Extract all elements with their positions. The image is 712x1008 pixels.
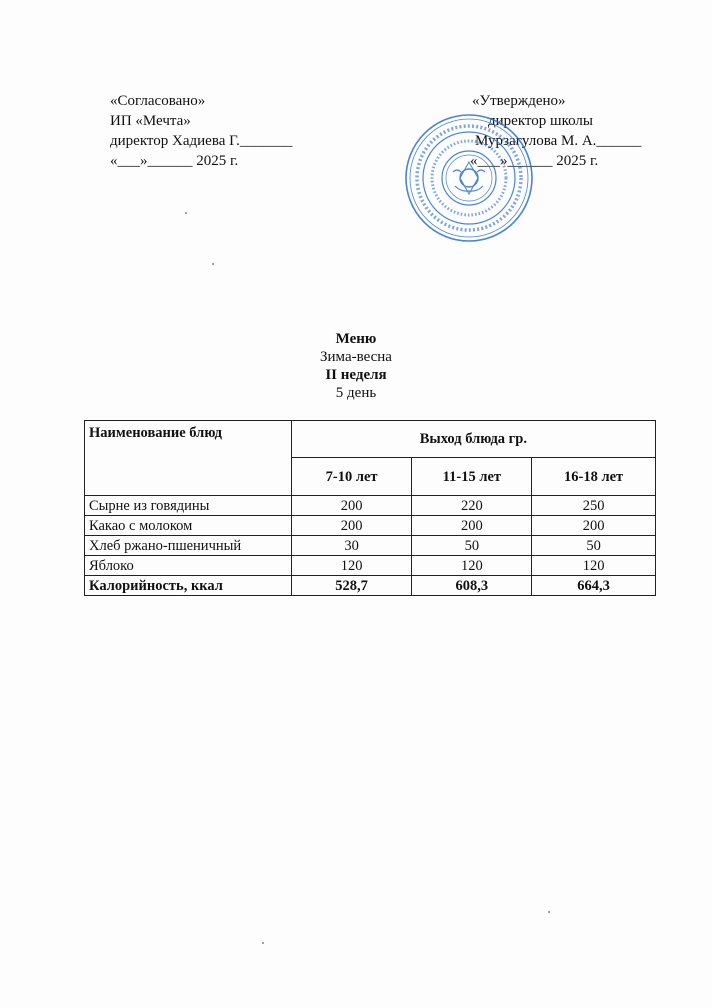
menu-table [84, 420, 656, 596]
portion-7-10: 120 [291, 556, 412, 576]
agreed-director: директор Хадиева Г._______ [110, 133, 293, 149]
menu-season: Зима-весна [320, 349, 392, 365]
table-row [85, 496, 656, 516]
portion-7-10: 200 [291, 496, 412, 516]
total-7-10: 528,7 [291, 576, 412, 596]
menu-week: II неделя [325, 367, 387, 383]
school-seal-stamp [403, 112, 535, 244]
portion-16-18: 50 [532, 536, 656, 556]
agreed-organization: ИП «Мечта» [110, 113, 191, 129]
dish-name: Яблоко [85, 556, 292, 576]
dish-name: Хлеб ржано-пшеничный [85, 536, 292, 556]
scan-speck [212, 263, 214, 265]
menu-title: Меню [335, 331, 377, 347]
header-age-11-15: 11-15 лет [412, 458, 532, 496]
dish-name: Сырне из говядины [85, 496, 292, 516]
total-11-15: 608,3 [412, 576, 532, 596]
portion-11-15: 200 [412, 516, 532, 536]
approved-heading: «Утверждено» [472, 93, 566, 109]
approval-agreed-block [110, 91, 292, 171]
portion-7-10: 30 [291, 536, 412, 556]
scan-speck [185, 212, 187, 214]
total-label: Калорийность, ккал [85, 576, 292, 596]
header-age-16-18: 16-18 лет [532, 458, 656, 496]
portion-16-18: 200 [532, 516, 656, 536]
header-dish-name: Наименование блюд [85, 421, 292, 496]
agreed-heading: «Согласовано» [110, 93, 206, 109]
portion-11-15: 50 [412, 536, 532, 556]
portion-7-10: 200 [291, 516, 412, 536]
menu-heading [0, 330, 712, 402]
portion-16-18: 250 [532, 496, 656, 516]
scan-speck [262, 942, 264, 944]
table-row [85, 556, 656, 576]
approved-director: Мурзагулова М. А.______ [475, 133, 642, 149]
header-portion-output: Выход блюда гр. [291, 421, 655, 458]
portion-11-15: 220 [412, 496, 532, 516]
table-header-row [85, 421, 656, 458]
total-16-18: 664,3 [532, 576, 656, 596]
agreed-date: «___»______ 2025 г. [110, 153, 239, 169]
table-row [85, 536, 656, 556]
table-total-row [85, 576, 656, 596]
header-age-7-10: 7-10 лет [291, 458, 412, 496]
table-row [85, 516, 656, 536]
portion-16-18: 120 [532, 556, 656, 576]
dish-name: Какао с молоком [85, 516, 292, 536]
approved-position: директор школы [488, 113, 593, 129]
portion-11-15: 120 [412, 556, 532, 576]
scan-speck [548, 911, 550, 913]
approved-date: «___»______ 2025 г. [470, 153, 599, 169]
menu-day: 5 день [335, 385, 377, 401]
